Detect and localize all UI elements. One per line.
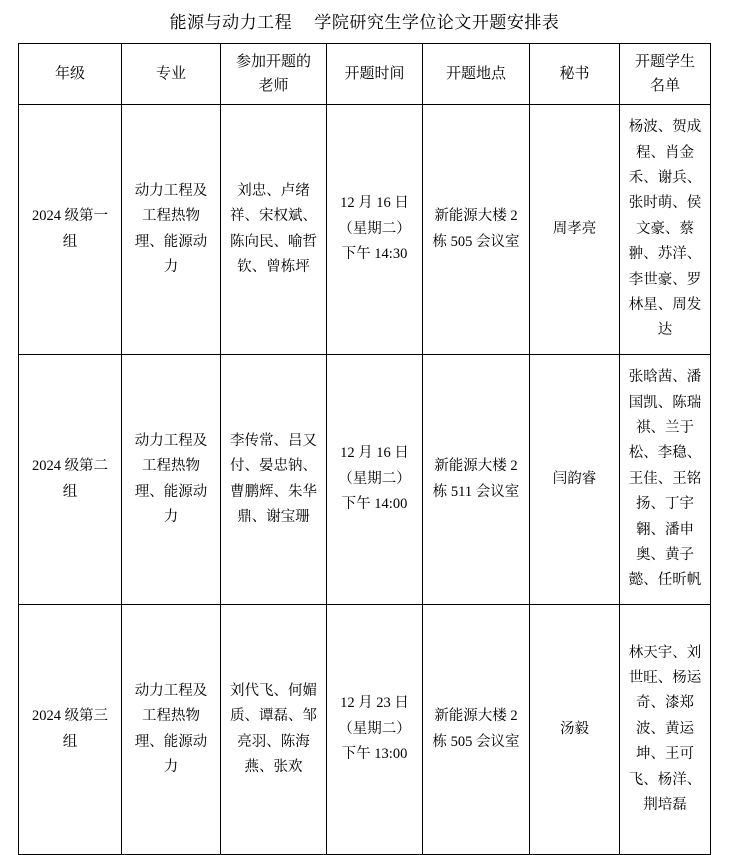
cell-place: 新能源大楼 2 栋 505 会议室: [423, 105, 530, 355]
column-header-major: 专业: [122, 44, 221, 105]
column-header-secretary: 秘书: [530, 44, 620, 105]
cell-grade: 2024 级第二组: [19, 355, 122, 605]
column-header-teachers: 参加开题的老师: [221, 44, 327, 105]
cell-major: 动力工程及工程热物理、能源动力: [122, 355, 221, 605]
column-header-time: 开题时间: [327, 44, 423, 105]
table-header: [19, 44, 711, 105]
cell-grade: 2024 级第一组: [19, 105, 122, 355]
cell-secretary: 闫韵睿: [530, 355, 620, 605]
cell-students: 林天宇、刘世旺、杨运奇、漆郑波、黄运坤、王可飞、杨洋、荆培磊: [620, 605, 711, 855]
cell-teachers: 刘代飞、何媚质、谭磊、邹亮羽、陈海燕、张欢: [221, 605, 327, 855]
cell-students: 杨波、贺成程、肖金禾、谢兵、张时萌、侯文豪、蔡翀、苏洋、李世豪、罗林星、周发达: [620, 105, 711, 355]
cell-grade: 2024 级第三组: [19, 605, 122, 855]
table-body: [19, 105, 711, 855]
cell-students: 张晗茜、潘国凯、陈瑞祺、兰于松、李稳、王佳、王铭扬、丁宇翱、潘申奥、黄子懿、任昕帆: [620, 355, 711, 605]
table-header-row: [19, 44, 711, 105]
cell-secretary: 汤毅: [530, 605, 620, 855]
page-title: 能源与动力工程 学院研究生学位论文开题安排表: [169, 13, 560, 32]
cell-time: 12 月 16 日（星期二）下午 14:00: [327, 355, 423, 605]
column-header-place: 开题地点: [423, 44, 530, 105]
cell-time: 12 月 16 日（星期二）下午 14:30: [327, 105, 423, 355]
cell-place: 新能源大楼 2 栋 511 会议室: [423, 355, 530, 605]
table-row: [19, 355, 711, 605]
thesis-proposal-schedule-table: [18, 43, 711, 855]
cell-major: 动力工程及工程热物理、能源动力: [122, 105, 221, 355]
cell-teachers: 刘忠、卢绪祥、宋权斌、陈向民、喻哲钦、曾栋坪: [221, 105, 327, 355]
cell-place: 新能源大楼 2 栋 505 会议室: [423, 605, 530, 855]
table-row: [19, 105, 711, 355]
table-row: [19, 605, 711, 855]
column-header-students: 开题学生名单: [620, 44, 711, 105]
cell-secretary: 周孝亮: [530, 105, 620, 355]
cell-teachers: 李传常、吕又付、晏忠钠、曹鹏辉、朱华鼎、谢宝珊: [221, 355, 327, 605]
cell-time: 12 月 23 日（星期二）下午 13:00: [327, 605, 423, 855]
cell-major: 动力工程及工程热物理、能源动力: [122, 605, 221, 855]
column-header-grade: 年级: [19, 44, 122, 105]
